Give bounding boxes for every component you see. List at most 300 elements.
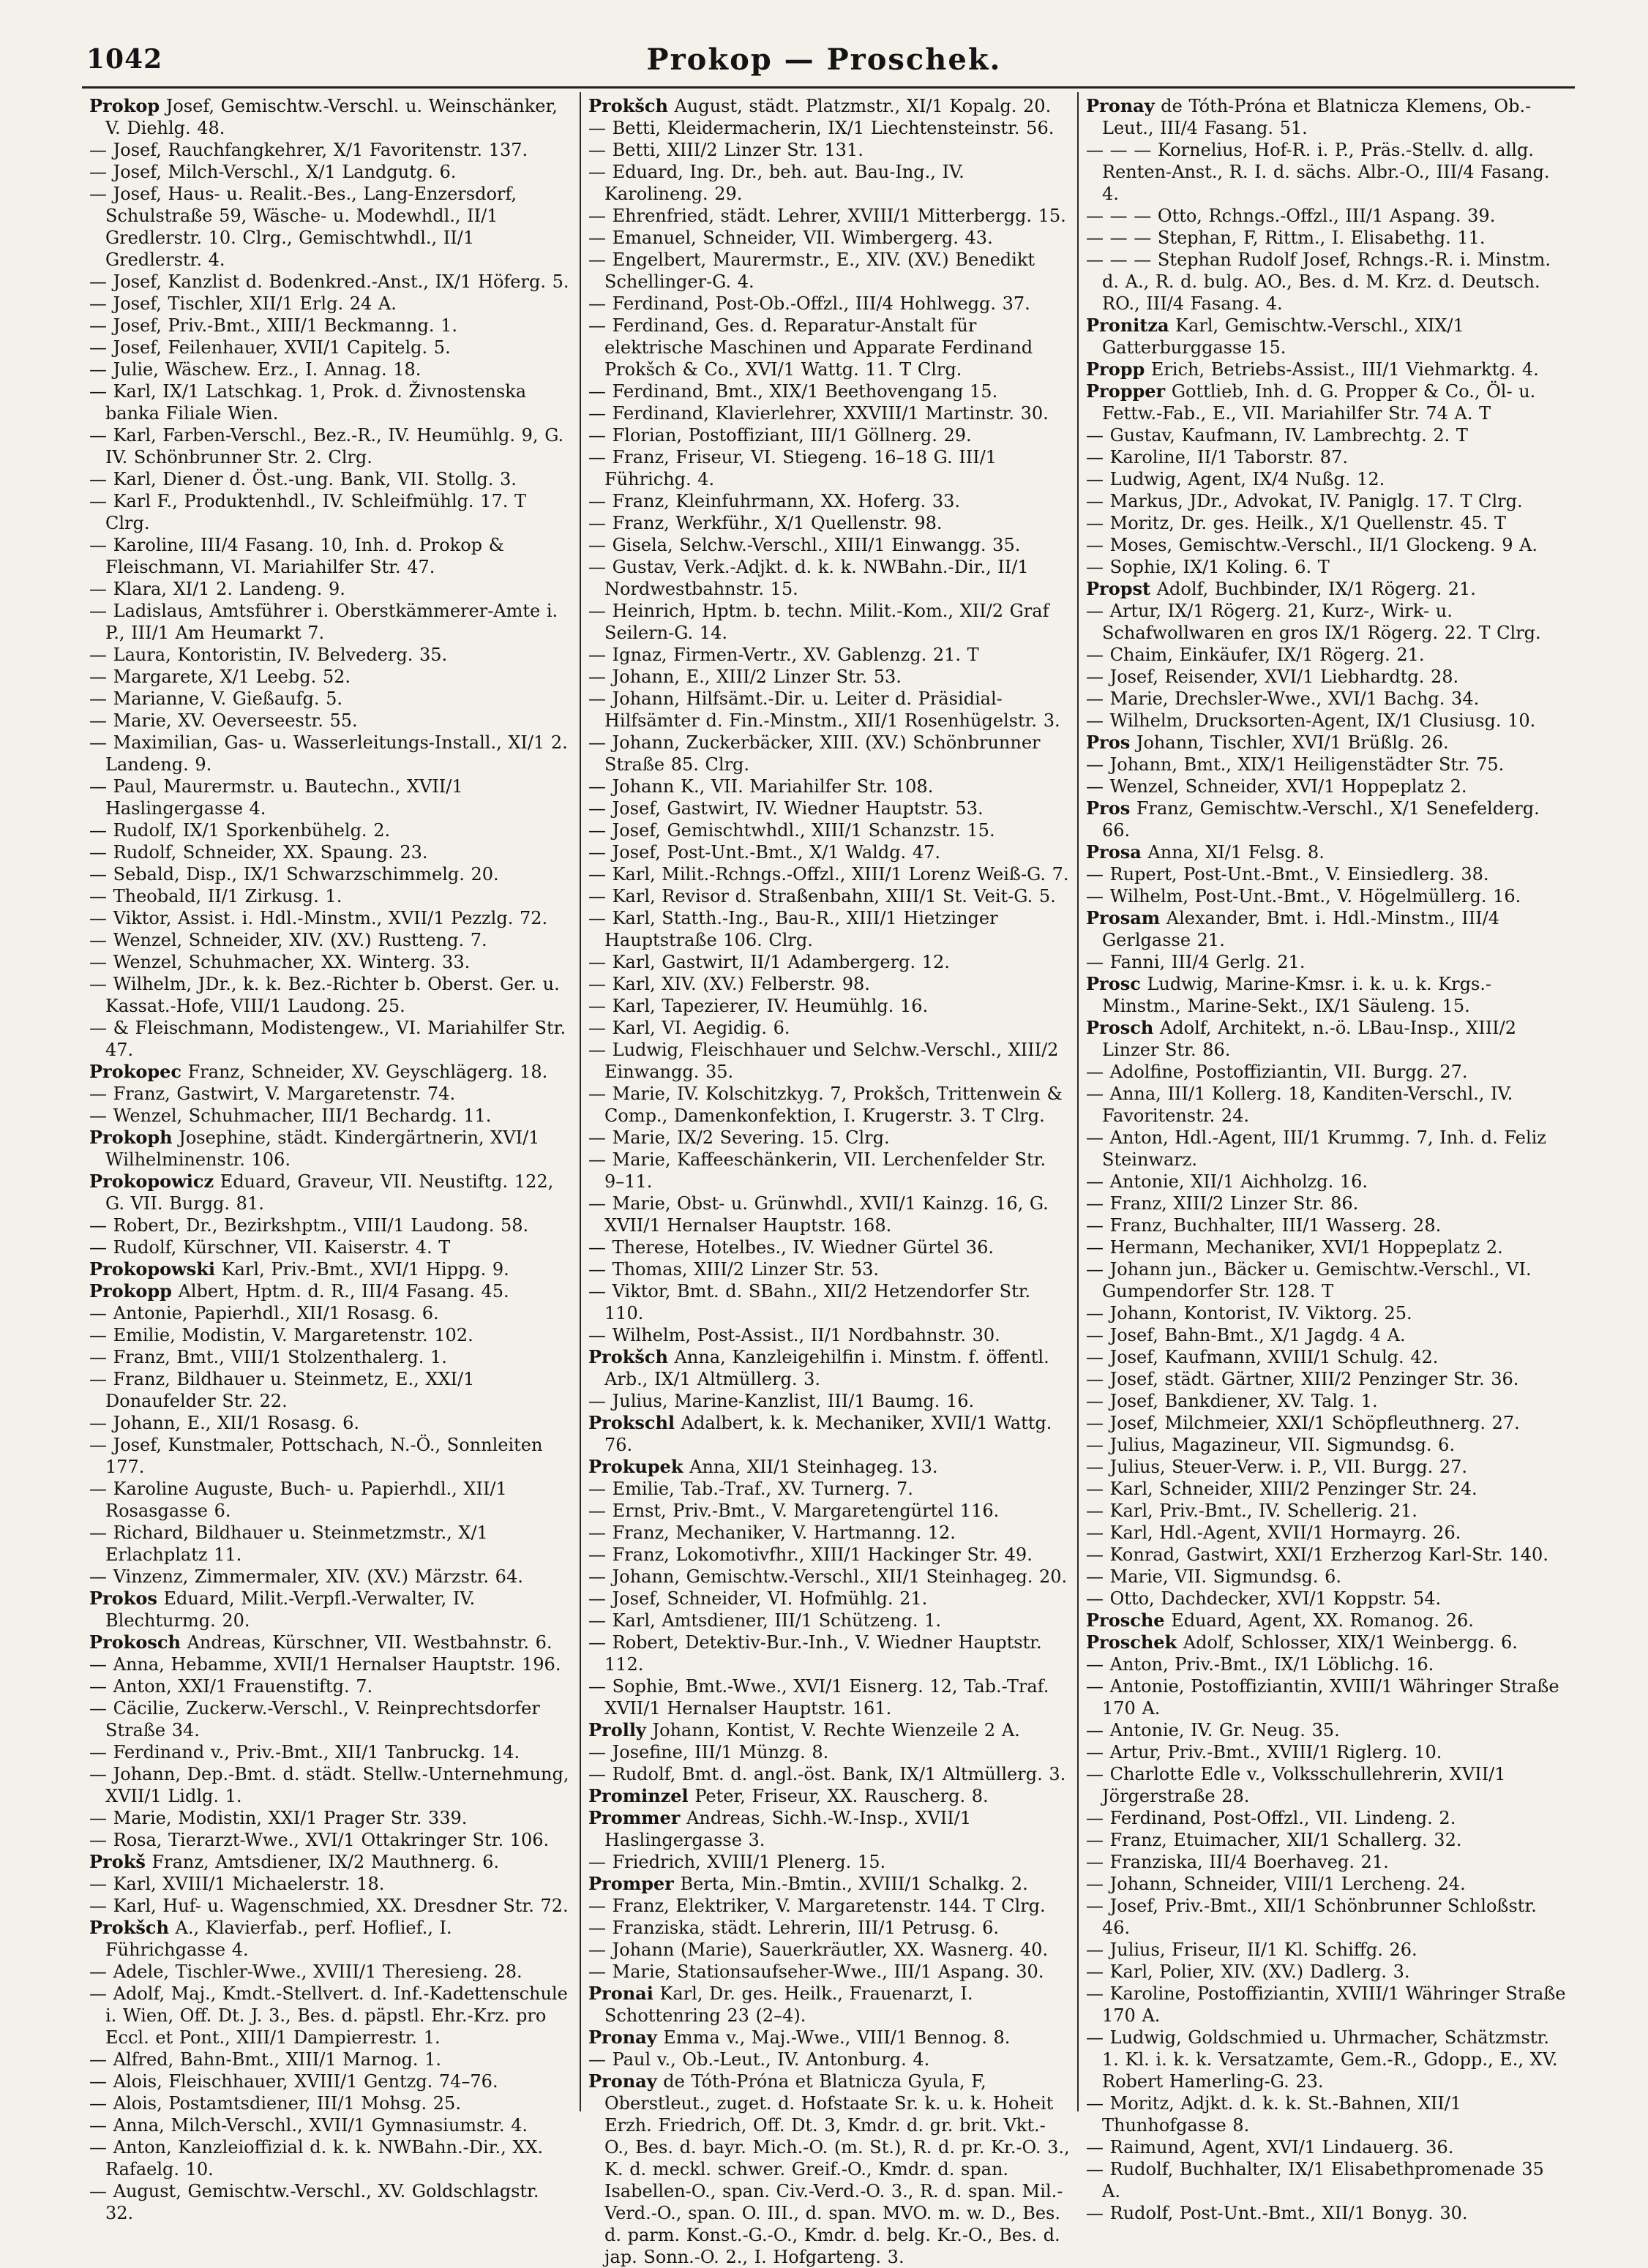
directory-entry — [89, 490, 572, 534]
directory-entry — [89, 644, 572, 666]
entry-text: — Rudolf, IX/1 Sporkenbühelg. 2. — [89, 820, 391, 841]
entry-text: Karl, Priv.-Bmt., XVI/1 Hippg. 9. — [221, 1259, 509, 1280]
directory-entry — [89, 271, 572, 293]
entry-text: — Johann, Zuckerbäcker, XIII. (XV.) Schönbrunner Straße 85. Clrg. — [588, 732, 1041, 775]
directory-entry — [1086, 95, 1568, 139]
entry-surname: Prosch — [1086, 1017, 1154, 1038]
directory-entry — [1086, 1500, 1568, 1522]
directory-entry — [89, 1083, 572, 1105]
directory-entry — [1086, 797, 1568, 841]
entry-surname: Prolly — [588, 1719, 646, 1741]
entry-text: — Wilhelm, JDr., k. k. Bez.-Richter b. Oberst. Ger. u. Kassat.-Hofe, VIII/1 Laudong. 25. — [89, 974, 560, 1016]
directory-entry — [1086, 732, 1568, 754]
entry-text: — Johann, Gemischtw.-Verschl., XII/1 Steinhageg. 20. — [588, 1566, 1068, 1587]
entry-text: — Marie, Stationsaufseher-Wwe., III/1 Aspang. 30. — [588, 1961, 1044, 1982]
entry-text: — Franziska, städt. Lehrerin, III/1 Petrusg. 6. — [588, 1918, 1000, 1938]
entry-text: — Karl, Farben-Verschl., Bez.-R., IV. Heumühlg. 9, G. IV. Schönbrunner Str. 2. Clrg. — [89, 425, 564, 468]
entry-text: Emma v., Maj.-Wwe., VIII/1 Bennog. 8. — [663, 2027, 1011, 2048]
entry-surname: Propst — [1086, 578, 1151, 599]
column-2 — [580, 92, 1077, 2267]
directory-entry — [588, 1149, 1070, 1193]
column-3 — [1077, 92, 1575, 2223]
directory-entry — [89, 1675, 572, 1697]
entry-text: — Ludwig, Fleischhauer und Selchw.-Verschl., XIII/2 Einwangg. 35. — [588, 1040, 1059, 1082]
entry-surname: Pronai — [588, 1983, 653, 2004]
entry-text: — Gustav, Kaufmann, IV. Lambrechtg. 2. T — [1086, 425, 1468, 446]
directory-entry — [89, 337, 572, 358]
directory-entry — [1086, 380, 1568, 424]
entry-surname: Prokopec — [89, 1061, 181, 1082]
directory-entry — [1086, 578, 1568, 600]
directory-entry — [1086, 1258, 1568, 1302]
directory-entry — [588, 1566, 1070, 1588]
directory-entry — [89, 1653, 572, 1675]
directory-entry — [89, 2136, 572, 2180]
entry-surname: Prokosch — [89, 1631, 181, 1653]
entry-text: — Karl, Huf- u. Wagenschmied, XX. Dresdner Str. 72. — [89, 1896, 569, 1916]
entry-text: — Karl, Schneider, XIII/2 Penzinger Str. 24. — [1086, 1479, 1477, 1499]
entry-text: Eduard, Graveur, VII. Neustiftg. 122, G. VII. Burgg. 81. — [105, 1171, 554, 1214]
directory-entry — [89, 139, 572, 161]
directory-entry — [89, 2114, 572, 2136]
directory-entry — [1086, 973, 1568, 1017]
directory-entry — [89, 534, 572, 578]
directory-entry — [1086, 2092, 1568, 2136]
entry-text: — Franz, Gastwirt, V. Margaretenstr. 74. — [89, 1084, 456, 1104]
directory-entry — [89, 1258, 572, 1280]
entry-text: — Betti, Kleidermacherin, IX/1 Liechtensteinstr. 56. — [588, 118, 1055, 138]
entry-text: Eduard, Milit.-Verpfl.-Verwalter, IV. Blechturmg. 20. — [105, 1588, 476, 1631]
entry-text: — Karl, Tapezierer, IV. Heumühlg. 16. — [588, 996, 929, 1016]
entry-text: — Thomas, XIII/2 Linzer Str. 53. — [588, 1259, 880, 1280]
entry-text: — Viktor, Bmt. d. SBahn., XII/2 Hetzendorfer Str. 110. — [588, 1281, 1031, 1323]
entry-text: — Anton, Kanzleioffizial d. k. k. NWBahn.-Dir., XX. Rafaelg. 10. — [89, 2137, 544, 2179]
entry-text: — Josef, Bankdiener, XV. Talg. 1. — [1086, 1391, 1378, 1411]
entry-text: — Franz, Bmt., VIII/1 Stolzenthalerg. 1. — [89, 1347, 447, 1367]
directory-entry — [588, 380, 1070, 402]
entry-text: — Josef, Kunstmaler, Pottschach, N.-Ö., Sonnleiten 177. — [89, 1435, 543, 1477]
entry-surname: Prokopowicz — [89, 1171, 214, 1192]
directory-entry — [1086, 1214, 1568, 1236]
directory-entry — [89, 315, 572, 337]
directory-entry — [588, 841, 1070, 863]
directory-entry — [1086, 1983, 1568, 2027]
directory-entry — [1086, 1588, 1568, 1610]
entry-text: — Karoline Auguste, Buch- u. Papierhdl., XII/1 Rosasgasse 6. — [89, 1479, 507, 1521]
entry-text: — Rudolf, Schneider, XX. Spaung. 23. — [89, 842, 428, 863]
entry-text: Josephine, städt. Kindergärtnerin, XVI/1 Wilhelminenstr. 106. — [105, 1127, 540, 1170]
entry-text: Peter, Friseur, XX. Rauscherg. 8. — [694, 1786, 989, 1806]
directory-entry — [1086, 1719, 1568, 1741]
entry-text: — Chaim, Einkäufer, IX/1 Rögerg. 21. — [1086, 645, 1425, 665]
entry-text: — Alois, Fleischhauer, XVIII/1 Gentzg. 74–76. — [89, 2071, 498, 2092]
entry-text: — Rudolf, Buchhalter, IX/1 Elisabethpromenade 35 A. — [1086, 2159, 1544, 2201]
directory-entry — [1086, 841, 1568, 863]
entry-text: — Franz, Lokomotivfhr., XIII/1 Hackinger Str. 49. — [588, 1544, 1033, 1565]
directory-entry — [588, 117, 1070, 139]
directory-entry — [89, 732, 572, 776]
directory-entry — [89, 424, 572, 468]
column-1 — [82, 92, 580, 2223]
directory-entry — [89, 1807, 572, 1829]
entry-text: — — — Kornelius, Hof-R. i. P., Präs.-Stellv. d. allg. Renten-Anst., R. I. d. sächs. Albr.-O., III/4 Fasang. 4. — [1086, 140, 1550, 204]
entry-text: — Johann, Schneider, VIII/1 Lercheng. 24. — [1086, 1874, 1466, 1894]
directory-entry — [89, 1851, 572, 1873]
entry-text: — Eduard, Ing. Dr., beh. aut. Bau-Ing., IV. Karolineng. 29. — [588, 162, 965, 204]
directory-entry — [89, 2049, 572, 2070]
entry-text: — Gustav, Verk.-Adjkt. d. k. k. NWBahn.-Dir., II/1 Nordwestbahnstr. 15. — [588, 557, 1029, 599]
entry-text: Ludwig, Marine-Kmsr. i. k. u. k. Krgs.-Minstm., Marine-Sekt., IX/1 Säuleng. 15. — [1102, 974, 1492, 1016]
directory-entry — [588, 556, 1070, 600]
directory-entry — [89, 95, 572, 139]
entry-text: — Theobald, II/1 Zirkusg. 1. — [89, 886, 342, 906]
entry-text: Berta, Min.-Bmtin., XVIII/1 Schalkg. 2. — [680, 1874, 1028, 1894]
entry-text: — Marie, Modistin, XXI/1 Prager Str. 339. — [89, 1808, 468, 1828]
directory-entry — [588, 1039, 1070, 1083]
entry-surname: Prokšch — [588, 95, 668, 116]
entry-text: — Karl, Amtsdiener, III/1 Schützeng. 1. — [588, 1610, 942, 1631]
entry-text: — Sophie, Bmt.-Wwe., XVI/1 Eisnerg. 12, Tab.-Traf. XVII/1 Hernalser Hauptstr. 161. — [588, 1676, 1049, 1719]
entry-text: — Cäcilie, Zuckerw.-Verschl., V. Reinprechtsdorfer Straße 34. — [89, 1698, 540, 1741]
entry-text: — Karl, Milit.-Rchngs.-Offzl., XIII/1 Lorenz Weiß-G. 7. — [588, 864, 1069, 885]
entry-text: — Betti, XIII/2 Linzer Str. 131. — [588, 140, 864, 160]
directory-entry — [588, 1983, 1070, 2027]
entry-text: — Julius, Magazineur, VII. Sigmundsg. 6. — [1086, 1435, 1456, 1455]
entry-text: — Marianne, V. Gießaufg. 5. — [89, 688, 342, 709]
entry-text: — Josef, Kaufmann, XVIII/1 Schulg. 42. — [1086, 1347, 1439, 1367]
entry-text: — Anton, Hdl.-Agent, III/1 Krummg. 7, Inh. d. Feliz Steinwarz. — [1086, 1127, 1546, 1170]
entry-surname: Pronitza — [1086, 315, 1169, 336]
entry-text: — Wilhelm, Post-Assist., II/1 Nordbahnstr. 30. — [588, 1325, 1000, 1345]
entry-surname: Propp — [1086, 358, 1145, 380]
directory-entry — [588, 402, 1070, 424]
entry-text: — Laura, Kontoristin, IV. Belvederg. 35. — [89, 645, 448, 665]
entry-text: — Ehrenfried, städt. Lehrer, XVIII/1 Mitterbergg. 15. — [588, 206, 1066, 226]
directory-entry — [1086, 1939, 1568, 1961]
entry-text: — Ferdinand, Post-Ob.-Offzl., III/4 Hohlwegg. 37. — [588, 293, 1030, 314]
entry-text: — Ferdinand, Klavierlehrer, XXVIII/1 Martinstr. 30. — [588, 403, 1049, 424]
entry-text: — Alois, Postamtsdiener, III/1 Mohsg. 25. — [89, 2093, 461, 2114]
entry-surname: Prokšch — [89, 1917, 169, 1938]
entry-text: August, städt. Platzmstr., XI/1 Kopalg. 20. — [674, 96, 1052, 116]
entry-text: — Margarete, X/1 Leebg. 52. — [89, 666, 351, 687]
entry-text: Andreas, Kürschner, VII. Westbahnstr. 6. — [187, 1632, 553, 1653]
entry-surname: Pros — [1086, 732, 1131, 753]
entry-surname: Prokoph — [89, 1127, 173, 1148]
entry-text: — Karl, XVIII/1 Michaelerstr. 18. — [89, 1874, 385, 1894]
directory-entry — [588, 1127, 1070, 1149]
entry-text: — — — Stephan, F, Rittm., I. Elisabethg. 11. — [1086, 228, 1486, 248]
entry-text: — Moritz, Dr. ges. Heilk., X/1 Quellenstr. 45. T — [1086, 513, 1507, 533]
entry-text: — Marie, XV. Oeverseestr. 55. — [89, 710, 358, 731]
entry-text: Anna, XII/1 Steinhageg. 13. — [689, 1457, 938, 1477]
entry-text: — Konrad, Gastwirt, XXI/1 Erzherzog Karl-Str. 140. — [1086, 1544, 1548, 1565]
entry-text: — Florian, Postoffiziant, III/1 Göllnerg. 29. — [588, 425, 972, 446]
directory-entry — [588, 1544, 1070, 1566]
entry-text: Johann, Kontist, V. Rechte Wienzeile 2 A. — [652, 1720, 1020, 1741]
entry-surname: Prosche — [1086, 1610, 1165, 1631]
entry-text: — Marie, VII. Sigmundsg. 6. — [1086, 1566, 1342, 1587]
directory-entry — [1086, 644, 1568, 666]
entry-text: — Ferdinand, Post-Offzl., VII. Lindeng. 2. — [1086, 1808, 1456, 1828]
entry-text: — Wilhelm, Drucksorten-Agent, IX/1 Clusiusg. 10. — [1086, 710, 1536, 731]
directory-entry — [89, 1105, 572, 1127]
entry-text: — Johann, E., XII/1 Rosasg. 6. — [89, 1413, 360, 1433]
entry-text: — Josef, Gastwirt, IV. Wiedner Hauptstr. 53. — [588, 798, 984, 819]
entry-text: Karl, Dr. ges. Heilk., Frauenarzt, I. Schottenring 23 (2–4). — [604, 1983, 973, 2026]
directory-entry — [89, 885, 572, 907]
entry-text: — Sophie, IX/1 Koling. 6. T — [1086, 557, 1330, 577]
directory-entry — [588, 1763, 1070, 1785]
directory-entry — [89, 1917, 572, 1961]
directory-entry — [89, 600, 572, 644]
entry-text: Adolf, Architekt, n.-ö. LBau-Insp., XIII/2 Linzer Str. 86. — [1102, 1018, 1517, 1060]
directory-entry — [588, 512, 1070, 534]
directory-entry — [588, 227, 1070, 249]
directory-entry — [1086, 776, 1568, 797]
entry-text: — Heinrich, Hptm. b. techn. Milit.-Kom., XII/2 Graf Seilern-G. 14. — [588, 601, 1049, 643]
entry-text: — Josef, Post-Unt.-Bmt., X/1 Waldg. 47. — [588, 842, 940, 863]
directory-entry — [588, 951, 1070, 973]
running-head: Prokop — Proschek. — [646, 42, 1002, 77]
entry-text: Albert, Hptm. d. R., III/4 Fasang. 45. — [178, 1281, 509, 1302]
entry-text: — Anna, Hebamme, XVII/1 Hernalser Hauptstr. 196. — [89, 1654, 561, 1675]
entry-text: — Julius, Steuer-Verw. i. P., VII. Burgg. 27. — [1086, 1457, 1468, 1477]
entry-text: — Josef, Feilenhauer, XVII/1 Capitelg. 5. — [89, 337, 451, 358]
directory-entry — [89, 1631, 572, 1653]
entry-text: — Karl, Statth.-Ing., Bau-R., XIII/1 Hietzinger Hauptstraße 106. Clrg. — [588, 908, 998, 950]
directory-entry — [588, 139, 1070, 161]
directory-entry — [588, 1258, 1070, 1280]
directory-entry — [89, 1236, 572, 1258]
entry-surname: Prominzel — [588, 1785, 689, 1806]
entry-surname: Prosam — [1086, 907, 1161, 928]
directory-entry — [1086, 1851, 1568, 1873]
directory-entry — [1086, 249, 1568, 315]
directory-entry — [588, 490, 1070, 512]
directory-entry — [89, 183, 572, 271]
entry-text: — Julius, Marine-Kanzlist, III/1 Baumg. 16. — [588, 1391, 975, 1411]
entry-text: — Franz, Elektriker, V. Margaretenstr. 144. T Clrg. — [588, 1896, 1046, 1916]
entry-text: — Josef, Priv.-Bmt., XIII/1 Beckmanng. 1. — [89, 315, 458, 336]
directory-entry — [588, 819, 1070, 841]
directory-entry — [89, 293, 572, 315]
directory-entry — [1086, 1061, 1568, 1083]
entry-text: — Josef, Reisender, XVI/1 Liebhardtg. 28. — [1086, 666, 1459, 687]
entry-text: — Ernst, Priv.-Bmt., V. Margaretengürtel 116. — [588, 1501, 1000, 1521]
directory-entry — [1086, 1171, 1568, 1193]
directory-entry — [89, 1697, 572, 1741]
directory-entry — [588, 95, 1070, 117]
entry-text: Adalbert, k. k. Mechaniker, XVII/1 Wattg. 76. — [604, 1413, 1052, 1455]
entry-text: — Karl, XIV. (XV.) Felberstr. 98. — [588, 974, 870, 994]
directory-entry — [1086, 1566, 1568, 1588]
entry-surname: Pros — [1086, 797, 1131, 819]
entry-text: Alexander, Bmt. i. Hdl.-Minstm., III/4 Gerlgasse 21. — [1102, 908, 1500, 950]
directory-entry — [1086, 1961, 1568, 1983]
entry-surname: Pronay — [588, 2070, 657, 2092]
header-rule — [82, 86, 1575, 89]
entry-text: Franz, Gemischtw.-Verschl., X/1 Senefelderg. 66. — [1102, 798, 1540, 841]
directory-entry — [588, 1017, 1070, 1039]
directory-entry — [1086, 1522, 1568, 1544]
directory-entry — [89, 1171, 572, 1214]
entry-text: — Adele, Tischler-Wwe., XVIII/1 Theresieng. 28. — [89, 1961, 523, 1982]
directory-entry — [1086, 1544, 1568, 1566]
directory-entry — [588, 1631, 1070, 1675]
directory-entry — [1086, 205, 1568, 227]
entry-text: — Moses, Gemischtw.-Verschl., II/1 Glockeng. 9 A. — [1086, 535, 1538, 555]
entry-text: — Josef, Haus- u. Realit.-Bes., Lang-Enzersdorf, Schulstraße 59, Wäsche- u. Modewhdl., II/1 Gredlerstr. 10. Clrg., Gemischtwhdl., II/1 Gredlerstr. 4. — [89, 184, 517, 270]
entry-text: — Franz, Friseur, VI. Stiegeng. 16–18 G. III/1 Führichg. 4. — [588, 447, 997, 489]
directory-entry — [1086, 1236, 1568, 1258]
entry-text: — Karl, Revisor d. Straßenbahn, XIII/1 St. Veit-G. 5. — [588, 886, 1056, 906]
directory-entry — [89, 907, 572, 929]
entry-text: — Josef, Milch-Verschl., X/1 Landgutg. 6. — [89, 162, 457, 182]
directory-entry — [89, 1895, 572, 1917]
directory-entry — [588, 424, 1070, 446]
directory-entry — [1086, 468, 1568, 490]
directory-entry — [89, 841, 572, 863]
entry-text: — Therese, Hotelbes., IV. Wiedner Gürtel 36. — [588, 1237, 994, 1258]
entry-text: — Ladislaus, Amtsführer i. Oberstkämmerer-Amte i. P., III/1 Am Heumarkt 7. — [89, 601, 558, 643]
directory-entry — [89, 1302, 572, 1324]
directory-entry — [89, 1566, 572, 1588]
entry-text: — Anton, Priv.-Bmt., IX/1 Löblichg. 16. — [1086, 1654, 1434, 1675]
directory-entry — [89, 1346, 572, 1368]
directory-entry — [1086, 139, 1568, 205]
directory-entry — [1086, 863, 1568, 885]
entry-text: Franz, Amtsdiener, IX/2 Mauthnerg. 6. — [151, 1852, 499, 1872]
entry-text: — Karl, VI. Aegidig. 6. — [588, 1018, 790, 1038]
entry-text: — Wenzel, Schuhmacher, III/1 Bechardg. 11. — [89, 1105, 492, 1126]
entry-text: Adolf, Buchbinder, IX/1 Rögerg. 21. — [1156, 579, 1476, 599]
entry-text: — Karl, IX/1 Latschkag. 1, Prok. d. Živnostenska banka Filiale Wien. — [89, 381, 527, 424]
entry-surname: Prokop — [89, 95, 160, 116]
entry-text: — Karl, Priv.-Bmt., IV. Schellerig. 21. — [1086, 1501, 1417, 1521]
entry-text: — Franziska, III/4 Boerhaveg. 21. — [1086, 1852, 1389, 1872]
entry-surname: Prokšch — [588, 1346, 668, 1367]
entry-text: — Johann, Bmt., XIX/1 Heiligenstädter Str. 75. — [1086, 754, 1505, 775]
entry-text: — Ignaz, Firmen-Vertr., XV. Gablenzg. 21. T — [588, 645, 979, 665]
directory-entry — [588, 1610, 1070, 1631]
entry-text: — Marie, Kaffeeschänkerin, VII. Lerchenfelder Str. 9–11. — [588, 1149, 1046, 1192]
directory-entry — [588, 1083, 1070, 1127]
entry-text: — Josef, Schneider, VI. Hofmühlg. 21. — [588, 1588, 928, 1609]
directory-entry — [89, 1127, 572, 1171]
entry-text: — Franz, Bildhauer u. Steinmetz, E., XXI/1 Donaufelder Str. 22. — [89, 1369, 475, 1411]
directory-entry — [89, 358, 572, 380]
directory-entry — [1086, 1675, 1568, 1719]
entry-text: — — — Otto, Rchngs.-Offzl., III/1 Aspang. 39. — [1086, 206, 1496, 226]
directory-entry — [588, 1412, 1070, 1456]
entry-text: — Josef, Milchmeier, XXI/1 Schöpfleuthnerg. 27. — [1086, 1413, 1520, 1433]
entry-text: — Viktor, Assist. i. Hdl.-Minstm., XVII/1 Pezzlg. 72. — [89, 908, 548, 928]
directory-entry — [89, 1017, 572, 1061]
directory-entry — [588, 1236, 1070, 1258]
entry-surname: Prokopowski — [89, 1258, 216, 1280]
directory-entry — [588, 1873, 1070, 1895]
directory-entry — [1086, 1763, 1568, 1807]
directory-entry — [588, 1588, 1070, 1610]
directory-entry — [588, 1193, 1070, 1236]
entry-text: — Rupert, Post-Unt.-Bmt., V. Einsiedlerg. 38. — [1086, 864, 1489, 885]
entry-text: — Julie, Wäschew. Erz., I. Annag. 18. — [89, 359, 422, 380]
directory-entry — [588, 885, 1070, 907]
entry-surname: Prokos — [89, 1588, 157, 1609]
entry-text: de Tóth-Próna et Blatnicza Klemens, Ob.-Leut., III/4 Fasang. 51. — [1102, 96, 1532, 138]
directory-entry — [1086, 1829, 1568, 1851]
entry-text: — Rudolf, Kürschner, VII. Kaiserstr. 4. T — [89, 1237, 451, 1258]
entry-text: — Emilie, Modistin, V. Margaretenstr. 102. — [89, 1325, 473, 1345]
directory-entry — [588, 446, 1070, 490]
entry-text: — — — Stephan Rudolf Josef, Rchngs.-R. i. Minstm. d. A., R. d. bulg. AO., Bes. d. M. Krz. d. Deutsch. RO., III/4 Fasang. 4. — [1086, 249, 1551, 314]
directory-entry — [89, 1368, 572, 1412]
entry-text: — Josef, Kanzlist d. Bodenkred.-Anst., IX/1 Höferg. 5. — [89, 271, 569, 292]
directory-entry — [89, 468, 572, 490]
directory-entry — [1086, 315, 1568, 358]
entry-text: — Sebald, Disp., IX/1 Schwarzschimmelg. 20. — [89, 864, 499, 885]
entry-surname: Prommer — [588, 1807, 681, 1828]
entry-text: Gottlieb, Inh. d. G. Propper & Co., Öl- u. Fettw.-Fab., E., VII. Mariahilfer Str. 74 A. T — [1102, 381, 1536, 424]
entry-text: Johann, Tischler, XVI/1 Brüßlg. 26. — [1136, 732, 1449, 753]
directory-entry — [588, 1719, 1070, 1741]
directory-entry — [588, 1390, 1070, 1412]
directory-entry — [89, 710, 572, 732]
entry-text: — Julius, Friseur, II/1 Kl. Schiffg. 26. — [1086, 1940, 1417, 1960]
entry-text: — Rudolf, Post-Unt.-Bmt., XII/1 Bonyg. 30. — [1086, 2203, 1468, 2223]
entry-text: — Anton, XXI/1 Frauenstiftg. 7. — [89, 1676, 373, 1697]
directory-entry — [1086, 1741, 1568, 1763]
directory-entry — [1086, 754, 1568, 776]
directory-entry — [89, 1741, 572, 1763]
entry-text: Erich, Betriebs-Assist., III/1 Viehmarktg. 4. — [1150, 359, 1539, 380]
directory-entry — [89, 2180, 572, 2224]
entry-text: de Tóth-Próna et Blatnicza Gyula, F, Oberstleut., zuget. d. Hofstaate Sr. k. u. k. Hoheit Erzh. Friedrich, Off. Dt. 3, Kmdr. d. gr. brit. Vkt.-O., Bes. d. bayr. Mich.-O. (m. St.), R. d. pr. Kr.-O. 3., K. d. meckl. schwer. Greif.-O., Kmdr. d. span. Isabellen-O., span. Civ.-Verd.-O. 3., R. d. span. Mil.-Verd.-O., span. O. III., d. span. MVO. m. w. D., Bes. d. parm. Konst.-G.-O., Kmdr. d. belg. Kr.-O., Bes. d. jap. Sonn.-O. 2., I. Hofgarteng. 3. — [604, 2071, 1070, 2267]
directory-entry — [89, 688, 572, 710]
entry-surname: Prosa — [1086, 841, 1142, 863]
directory-entry — [89, 776, 572, 819]
directory-entry — [1086, 534, 1568, 556]
entry-text: — Anna, Milch-Verschl., XVII/1 Gymnasiumstr. 4. — [89, 2115, 528, 2136]
directory-entry — [1086, 1302, 1568, 1324]
entry-text: — Artur, Priv.-Bmt., XVIII/1 Riglerg. 10. — [1086, 1742, 1442, 1762]
directory-entry — [89, 1061, 572, 1083]
entry-surname: Pronay — [1086, 95, 1155, 116]
entry-text: — Karl, Gastwirt, II/1 Adambergerg. 12. — [588, 952, 950, 972]
directory-entry — [89, 1983, 572, 2049]
directory-entry — [89, 973, 572, 1017]
directory-entry — [1086, 1346, 1568, 1368]
entry-text: — Wenzel, Schneider, XVI/1 Hoppeplatz 2. — [1086, 776, 1467, 797]
directory-entry — [588, 1522, 1070, 1544]
directory-entry — [1086, 600, 1568, 644]
entry-text: — Karl, Hdl.-Agent, XVII/1 Hormayrg. 26. — [1086, 1522, 1461, 1543]
entry-text: — Friedrich, XVIII/1 Plenerg. 15. — [588, 1852, 886, 1872]
entry-text: — Karl F., Produktenhdl., IV. Schleifmühlg. 17. T Clrg. — [89, 491, 526, 533]
entry-text: — Marie, Obst- u. Grünwhdl., XVII/1 Kainzg. 16, G. XVII/1 Hernalser Hauptstr. 168. — [588, 1193, 1049, 1236]
directory-entry — [1086, 1895, 1568, 1939]
entry-text: — Franz, Werkführ., X/1 Quellenstr. 98. — [588, 513, 943, 533]
entry-text: — Josefine, III/1 Münzg. 8. — [588, 1742, 829, 1762]
entry-text: Andreas, Sichh.-W.-Insp., XVII/1 Haslingergasse 3. — [604, 1808, 972, 1850]
entry-text: — Johann K., VII. Mariahilfer Str. 108. — [588, 776, 934, 797]
entry-text: — Maximilian, Gas- u. Wasserleitungs-Install., XI/1 2. Landeng. 9. — [89, 732, 568, 775]
directory-entry — [588, 776, 1070, 797]
directory-entry — [89, 380, 572, 424]
entry-text: — Alfred, Bahn-Bmt., XIII/1 Marnog. 1. — [89, 2049, 442, 2070]
entry-text: — Ferdinand, Bmt., XIX/1 Beethovengang 15. — [588, 381, 998, 402]
